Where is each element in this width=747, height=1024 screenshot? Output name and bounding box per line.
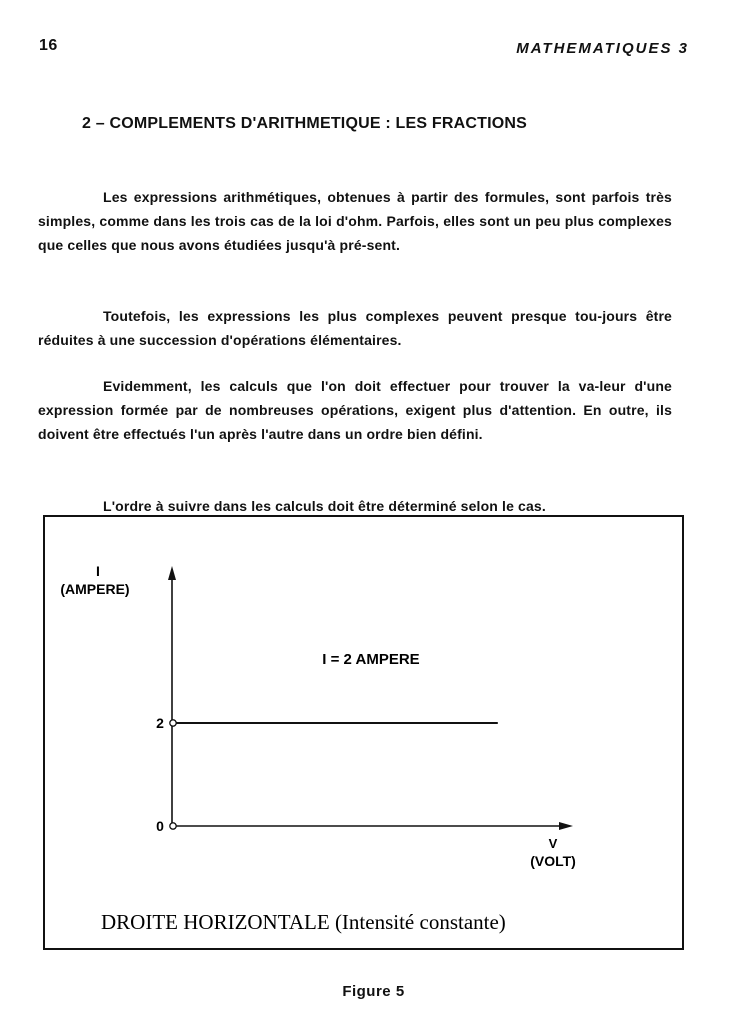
x-axis-arrow	[559, 822, 573, 830]
paragraph-4: L'ordre à suivre dans les calculs doit être déterminé selon le cas.	[103, 498, 546, 514]
figure-border	[44, 516, 683, 949]
figure-caption: Figure 5	[342, 983, 405, 1000]
x-axis-unit: (VOLT)	[530, 853, 576, 869]
origin-marker	[170, 823, 176, 829]
running-title: MATHEMATIQUES 3	[516, 40, 689, 57]
y-tick-label-2: 2	[156, 715, 164, 731]
figure-chart	[43, 514, 685, 951]
figure-inner-caption: DROITE HORIZONTALE (Intensité constante)	[101, 910, 506, 934]
page-number: 16	[39, 37, 58, 54]
paragraph-2: Toutefois, les expressions les plus complexes peuvent presque tou-jours être réduites à une succession d'opérations élémentaires.	[38, 308, 672, 348]
x-axis-symbol: V	[548, 836, 558, 851]
section-title: 2 – COMPLEMENTS D'ARITHMETIQUE : LES FRACTIONS	[82, 115, 528, 132]
y-tick-label-0: 0	[156, 818, 164, 834]
tick-2-marker	[170, 720, 176, 726]
chart-annotation: I = 2 AMPERE	[322, 651, 420, 668]
y-axis-unit: (AMPERE)	[60, 581, 130, 597]
y-axis-symbol: I	[96, 563, 100, 579]
paragraph-3: Evidemment, les calculs que l'on doit effectuer pour trouver la va-leur d'une expression formée par de nombreuses opérations, exigent plus d'attention. En outre, ils doivent être effectués l'un après l'autre dans un ordre bien défini.	[38, 378, 672, 442]
paragraph-1: Les expressions arithmétiques, obtenues à partir des formules, sont parfois très simples, comme dans les trois cas de la loi d'ohm. Parfois, elles sont un peu plus complexes que celles que nous avons étudiées jusqu'à pré-sent.	[38, 189, 672, 253]
y-axis-arrow	[168, 566, 176, 580]
